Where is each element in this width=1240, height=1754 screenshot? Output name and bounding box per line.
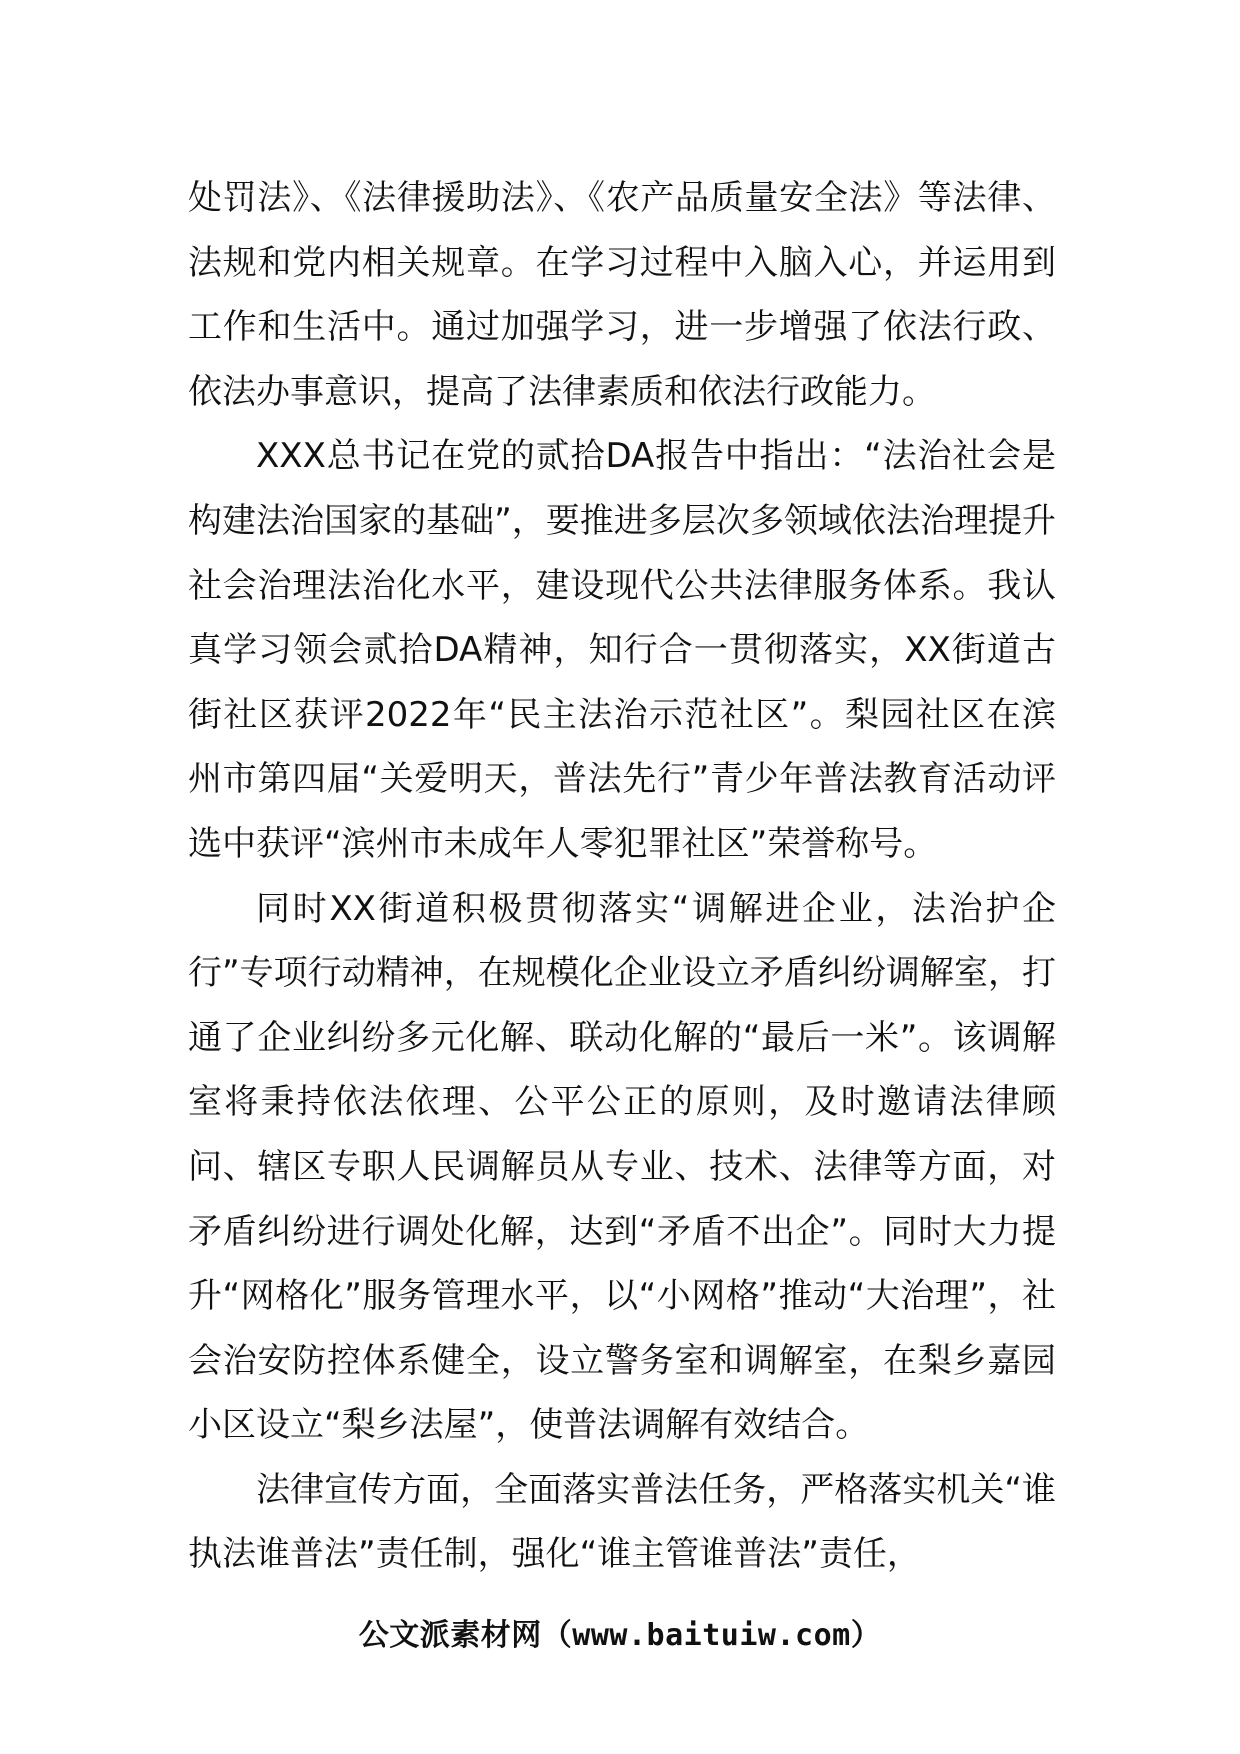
paragraph-1: 处罚法》、《法律援助法》、《农产品质量安全法》等法律、法规和党内相关规章。在学习过程中入脑入心，并运用到工作和生活中。通过加强学习，进一步增强了依法行政、依法办事意识，提高了法律素质和依法行政能力。	[188, 178, 1056, 412]
paragraph-3: 同时XX街道积极贯彻落实“调解进企业，法治护企行”专项行动精神，在规模化企业设立矛盾纠纷调解室，打通了企业纠纷多元化解、联动化解的“最后一米”。该调解室将秉持依法依理、公平公正的原则，及时邀请法律顾问、辖区专职人民调解员从专业、技术、法律等方面，对矛盾纠纷进行调处化解，达到“矛盾不出企”。同时大力提升“网格化”服务管理水平，以“小网格”推动“大治理”，社会治安防控体系健全，设立警务室和调解室，在梨乡嘉园小区设立“梨乡法屋”，使普法调解有效结合。	[188, 888, 1056, 1446]
paragraph-4: 法律宣传方面，全面落实普法任务，严格落实机关“谁执法谁普法”责任制，强化“谁主管谁普法”责任，	[188, 1469, 1056, 1575]
footer-site-name: 公文派素材网	[358, 1618, 542, 1653]
footer-site-url: （www.baituiw.com）	[541, 1618, 882, 1653]
document-body	[188, 166, 1056, 1587]
paragraph-2: XXX总书记在党的贰拾DA报告中指出：“法治社会是构建法治国家的基础”，要推进多层次多领域依法治理提升社会治理法治化水平，建设现代公共法律服务体系。我认真学习领会贰拾DA精神，知行合一贯彻落实，XX街道古街社区获评2022年“民主法治示范社区”。梨园社区在滨州市第四届“关爱明天，普法先行”青少年普法教育活动评选中获评“滨州市未成年人零犯罪社区”荣誉称号。	[188, 436, 1056, 864]
page-footer	[0, 1610, 1240, 1654]
